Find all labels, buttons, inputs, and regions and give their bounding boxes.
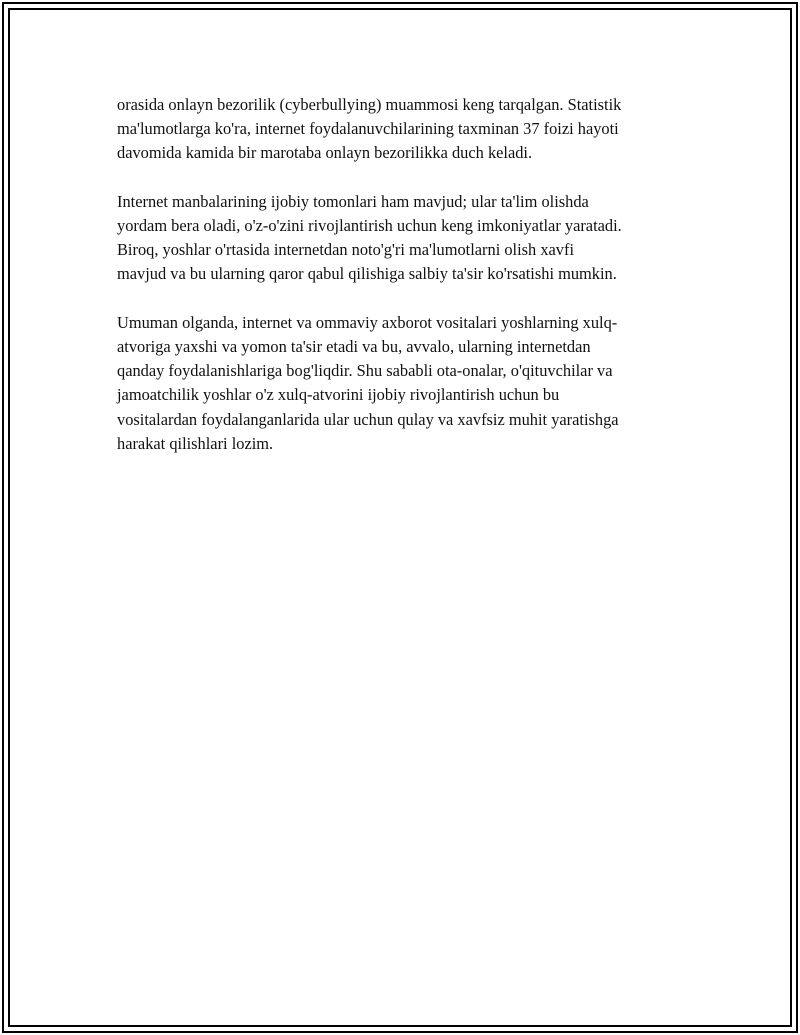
text-line: yordam bera oladi, o'z-o'zini rivojlantirish uchun keng imkoniyatlar yaratadi.: [117, 216, 622, 235]
text-line: Umuman olganda, internet va ommaviy axborot vositalari yoshlarning xulq-: [117, 312, 618, 332]
paragraph-internet-benefits: [117, 190, 697, 287]
text-line: jamoatchilik yoshlar o'z xulq-atvorini ijobiy rivojlantirish uchun bu: [117, 385, 560, 405]
text-line: ma'lumotlarga ko'ra, internet foydalanuvchilarining taxminan 37 foizi hayoti: [117, 119, 619, 139]
text-line: orasida onlayn bezorilik (cyberbullying) muammosi keng tarqalgan. Statistik: [117, 95, 622, 114]
text-line: harakat qilishlari lozim.: [117, 433, 274, 453]
text-line: mavjud va bu ularning qaror qabul qilishiga salbiy ta'sir ko'rsatishi mumkin.: [117, 264, 617, 284]
paragraph-cyberbullying: [117, 93, 697, 166]
text-line: Internet manbalarining ijobiy tomonlari ham mavjud; ular ta'lim olishda: [117, 191, 589, 211]
text-line: davomida kamida bir marotaba onlayn bezorilikka duch keladi.: [117, 143, 533, 163]
text-line: Biroq, yoshlar o'rtasida internetdan noto'g'ri ma'lumotlarni olish xavfi: [117, 240, 575, 260]
text-line: qanday foydalanishlariga bog'liqdir. Shu sababli ota-onalar, o'qituvchilar va: [117, 361, 613, 381]
text-line: vositalardan foydalanganlarida ular uchun qulay va xavfsiz muhit yaratishga: [117, 409, 619, 429]
document-body: [117, 93, 697, 480]
text-line: atvoriga yaxshi va yomon ta'sir etadi va bu, avvalo, ularning internetdan: [117, 337, 591, 356]
paragraph-conclusion: [117, 311, 697, 456]
